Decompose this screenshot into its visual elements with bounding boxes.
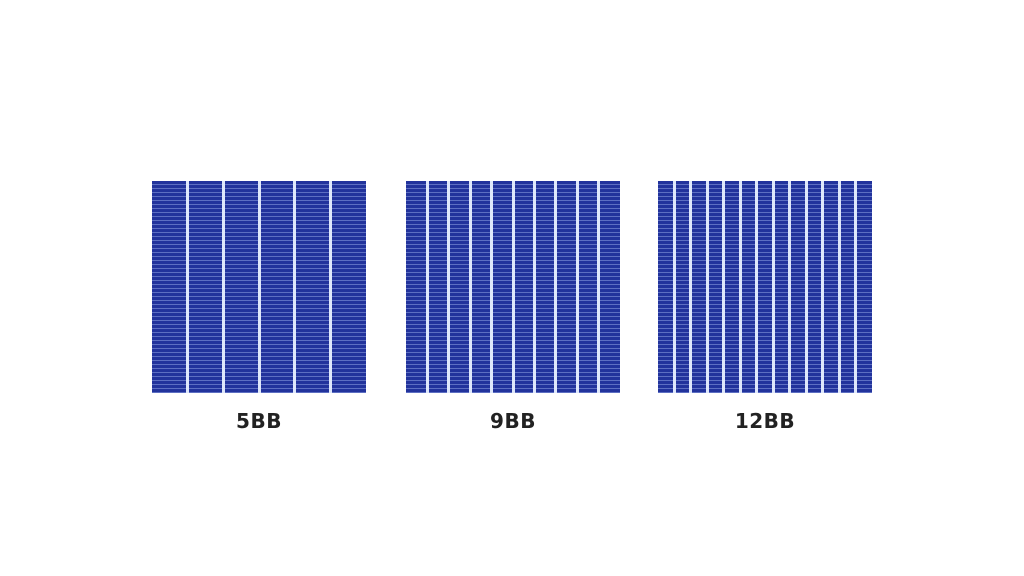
busbar-line	[512, 181, 515, 393]
label-9bb: 9BB	[490, 409, 536, 433]
busbar-line	[554, 181, 557, 393]
busbar-line	[576, 181, 579, 393]
solar-cell-12bb-panel	[658, 181, 872, 433]
busbar-line	[673, 181, 676, 393]
busbar-line	[222, 181, 225, 393]
solar-cell-5bb-panel	[152, 181, 366, 433]
busbar-line	[838, 181, 841, 393]
busbar-line	[689, 181, 692, 393]
busbar-line	[186, 181, 189, 393]
busbar-line	[329, 181, 332, 393]
busbar-line	[821, 181, 824, 393]
busbar-line	[772, 181, 775, 393]
busbar-line	[447, 181, 450, 393]
solar-cell-9bb-panel	[406, 181, 620, 433]
busbar-line	[739, 181, 742, 393]
busbar-line	[426, 181, 429, 393]
solar-cell-12bb	[658, 181, 872, 393]
label-5bb: 5BB	[236, 409, 282, 433]
busbar-line	[469, 181, 472, 393]
solar-cell-5bb	[152, 181, 366, 393]
busbar-line	[533, 181, 536, 393]
busbar-line	[490, 181, 493, 393]
busbar-line	[805, 181, 808, 393]
busbar-line	[854, 181, 857, 393]
busbar-line	[597, 181, 600, 393]
busbar-line	[755, 181, 758, 393]
label-12bb: 12BB	[734, 409, 796, 433]
busbar-line	[258, 181, 261, 393]
busbar-line	[706, 181, 709, 393]
busbar-line	[788, 181, 791, 393]
solar-cell-9bb	[406, 181, 620, 393]
busbar-line	[293, 181, 296, 393]
busbar-line	[722, 181, 725, 393]
